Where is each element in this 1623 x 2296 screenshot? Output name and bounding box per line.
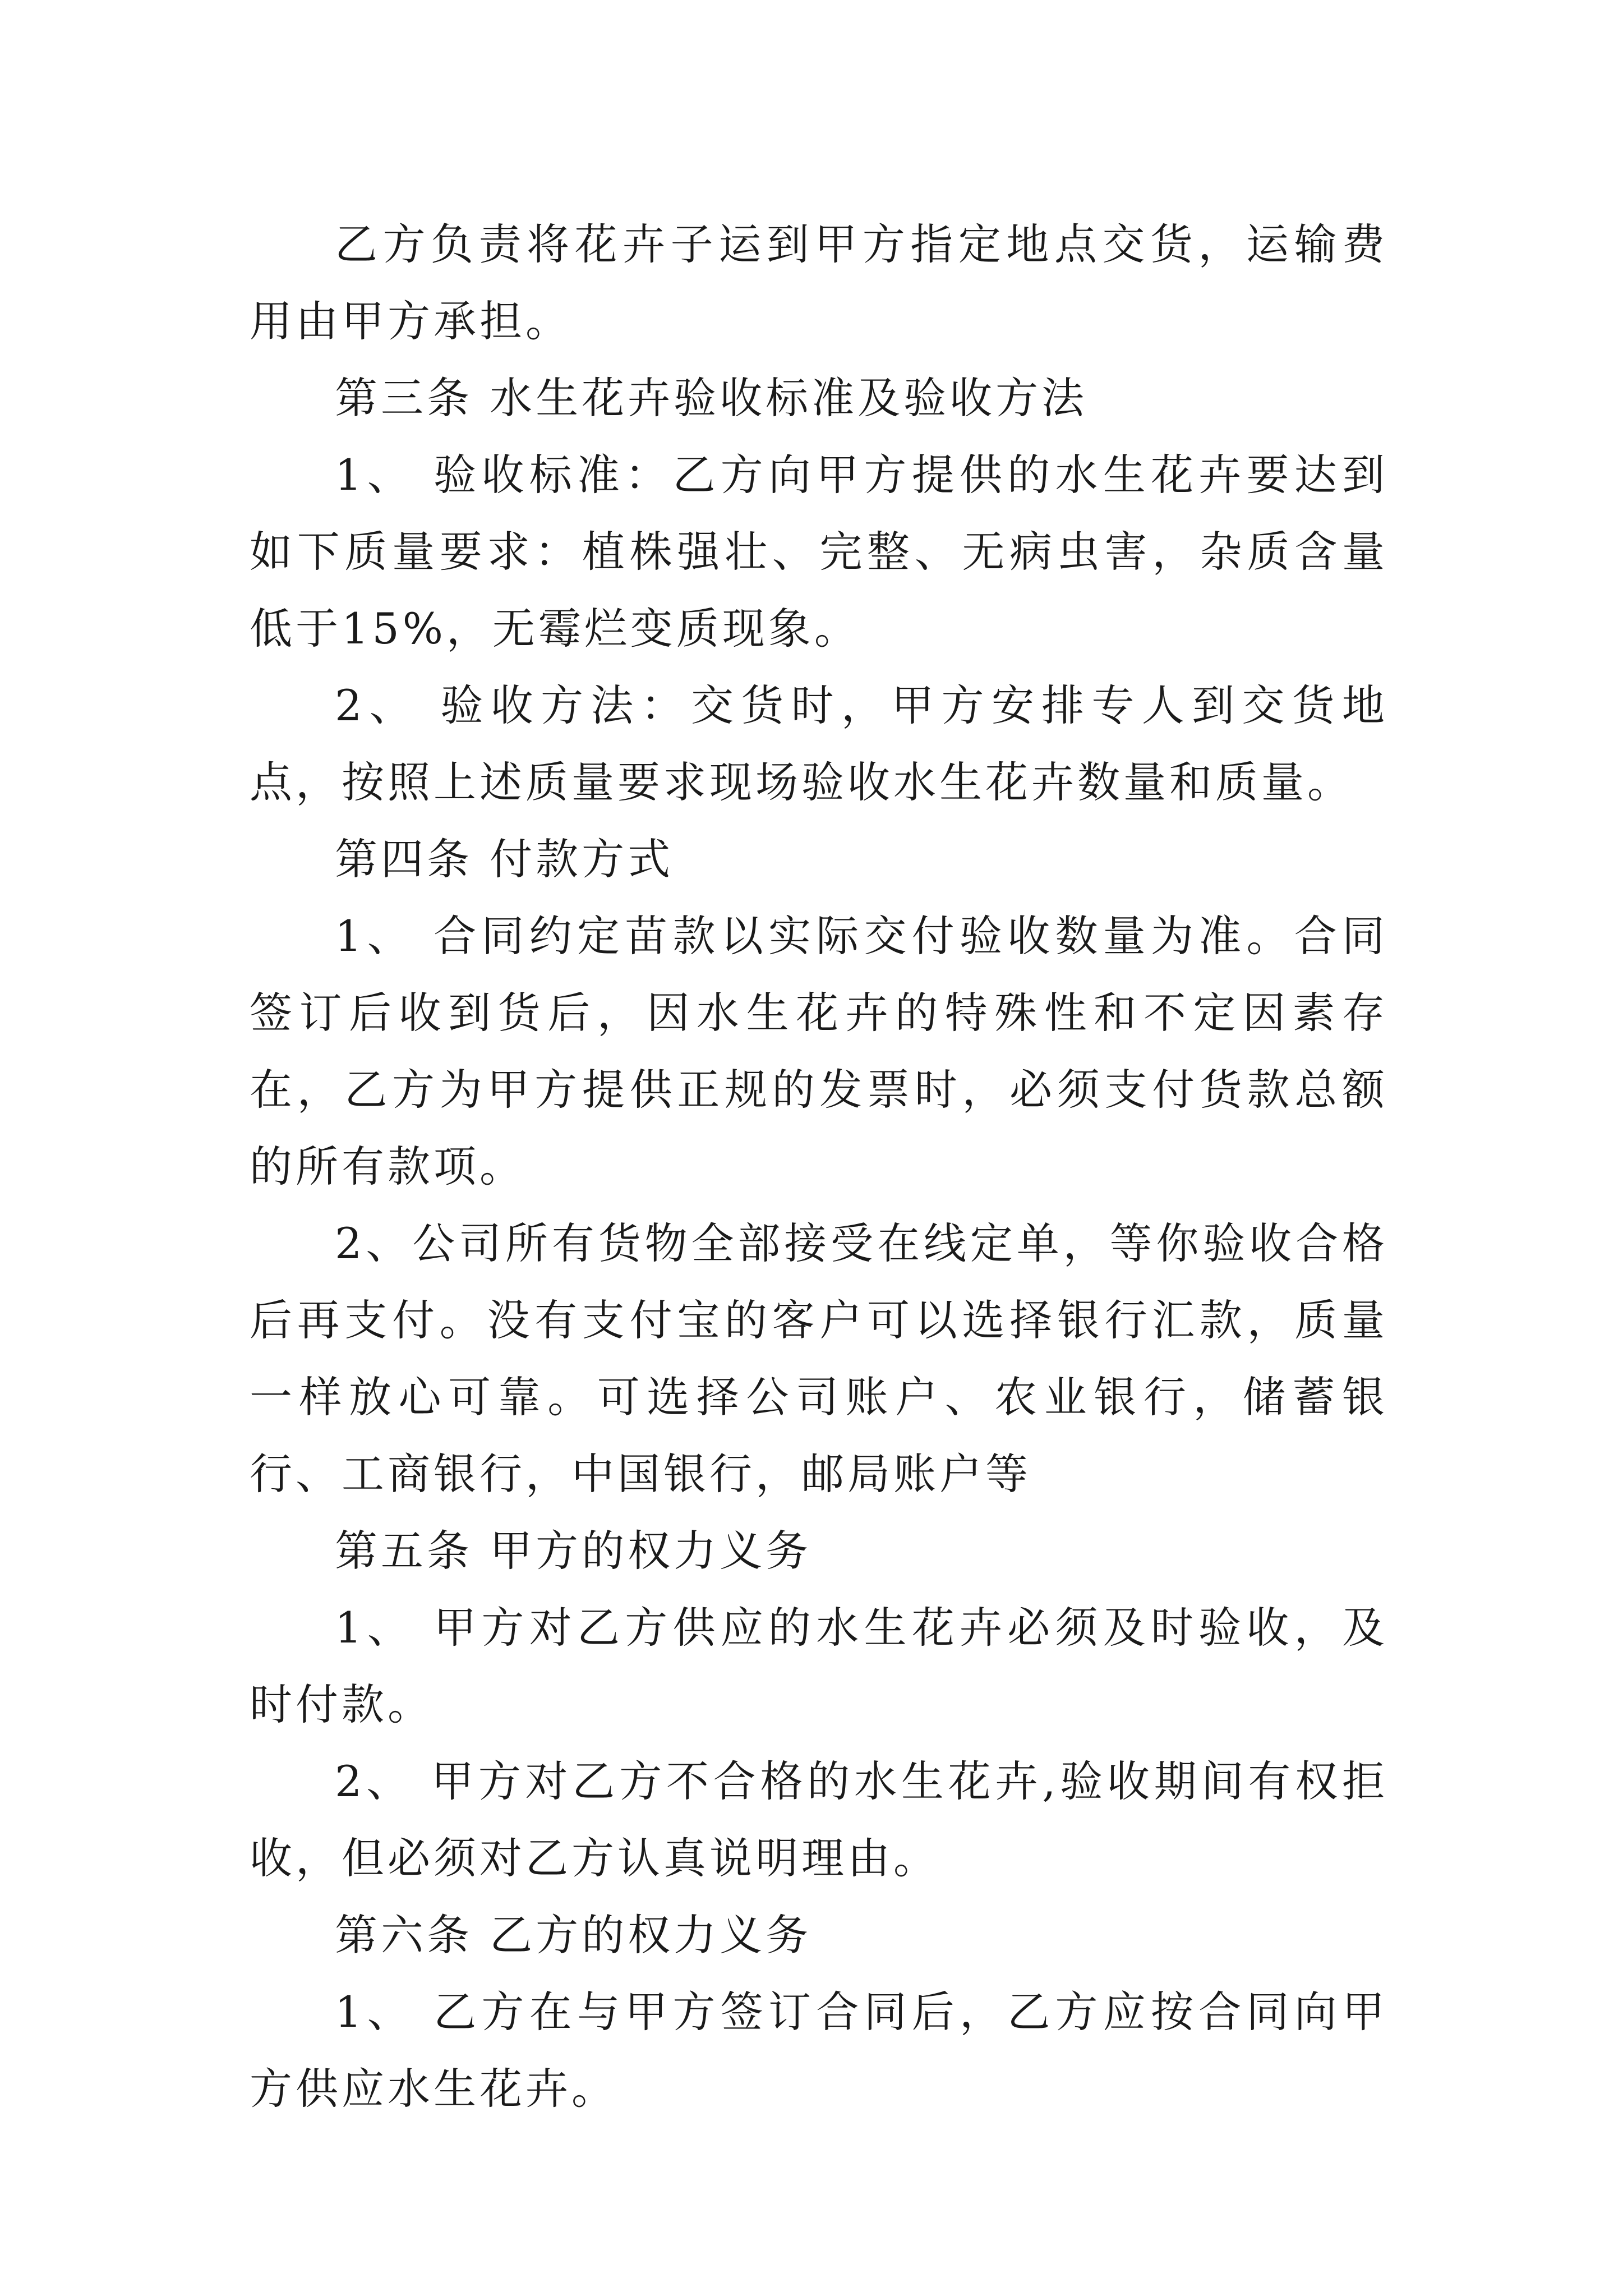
paragraph-delivery: 乙方负责将花卉子运到甲方指定地点交货，运输费用由甲方承担。 bbox=[250, 219, 1388, 346]
paragraph-party-a-1: 1、 甲方对乙方供应的水生花卉必须及时验收，及时付款。 bbox=[250, 1603, 1388, 1729]
paragraph-inspection-method: 2、 验收方法：交货时，甲方安排专人到交货地点，按照上述质量要求现场验收水生花卉数量和质量。 bbox=[250, 680, 1388, 807]
paragraph-payment-1: 1、 合同约定苗款以实际交付验收数量为准。合同签订后收到货后，因水生花卉的特殊性和不定因素存在，乙方为甲方提供正规的发票时，必须支付货款总额的所有款项。 bbox=[250, 911, 1388, 1191]
heading-article-5: 第五条 甲方的权力义务 bbox=[335, 1526, 812, 1576]
paragraph-inspection-standard: 1、 验收标准：乙方向甲方提供的水生花卉要达到如下质量要求：植株强壮、完整、无病虫害，杂质含量低于15%，无霉烂变质现象。 bbox=[250, 450, 1388, 654]
document-body bbox=[250, 206, 1388, 2127]
paragraph-party-b-1: 1、 乙方在与甲方签订合同后，乙方应按合同向甲方供应水生花卉。 bbox=[250, 1987, 1388, 2114]
heading-article-3: 第三条 水生花卉验收标准及验收方法 bbox=[335, 373, 1088, 423]
heading-article-6: 第六条 乙方的权力义务 bbox=[335, 1910, 812, 1960]
paragraph-party-a-2: 2、 甲方对乙方不合格的水生花卉,验收期间有权拒收，但必须对乙方认真说明理由。 bbox=[250, 1756, 1388, 1883]
paragraph-payment-2: 2、公司所有货物全部接受在线定单，等你验收合格后再支付。没有支付宝的客户可以选择银行汇款，质量一样放心可靠。可选择公司账户、农业银行，储蓄银行、工商银行，中国银行，邮局账户等 bbox=[250, 1218, 1388, 1499]
heading-article-4: 第四条 付款方式 bbox=[335, 834, 674, 884]
